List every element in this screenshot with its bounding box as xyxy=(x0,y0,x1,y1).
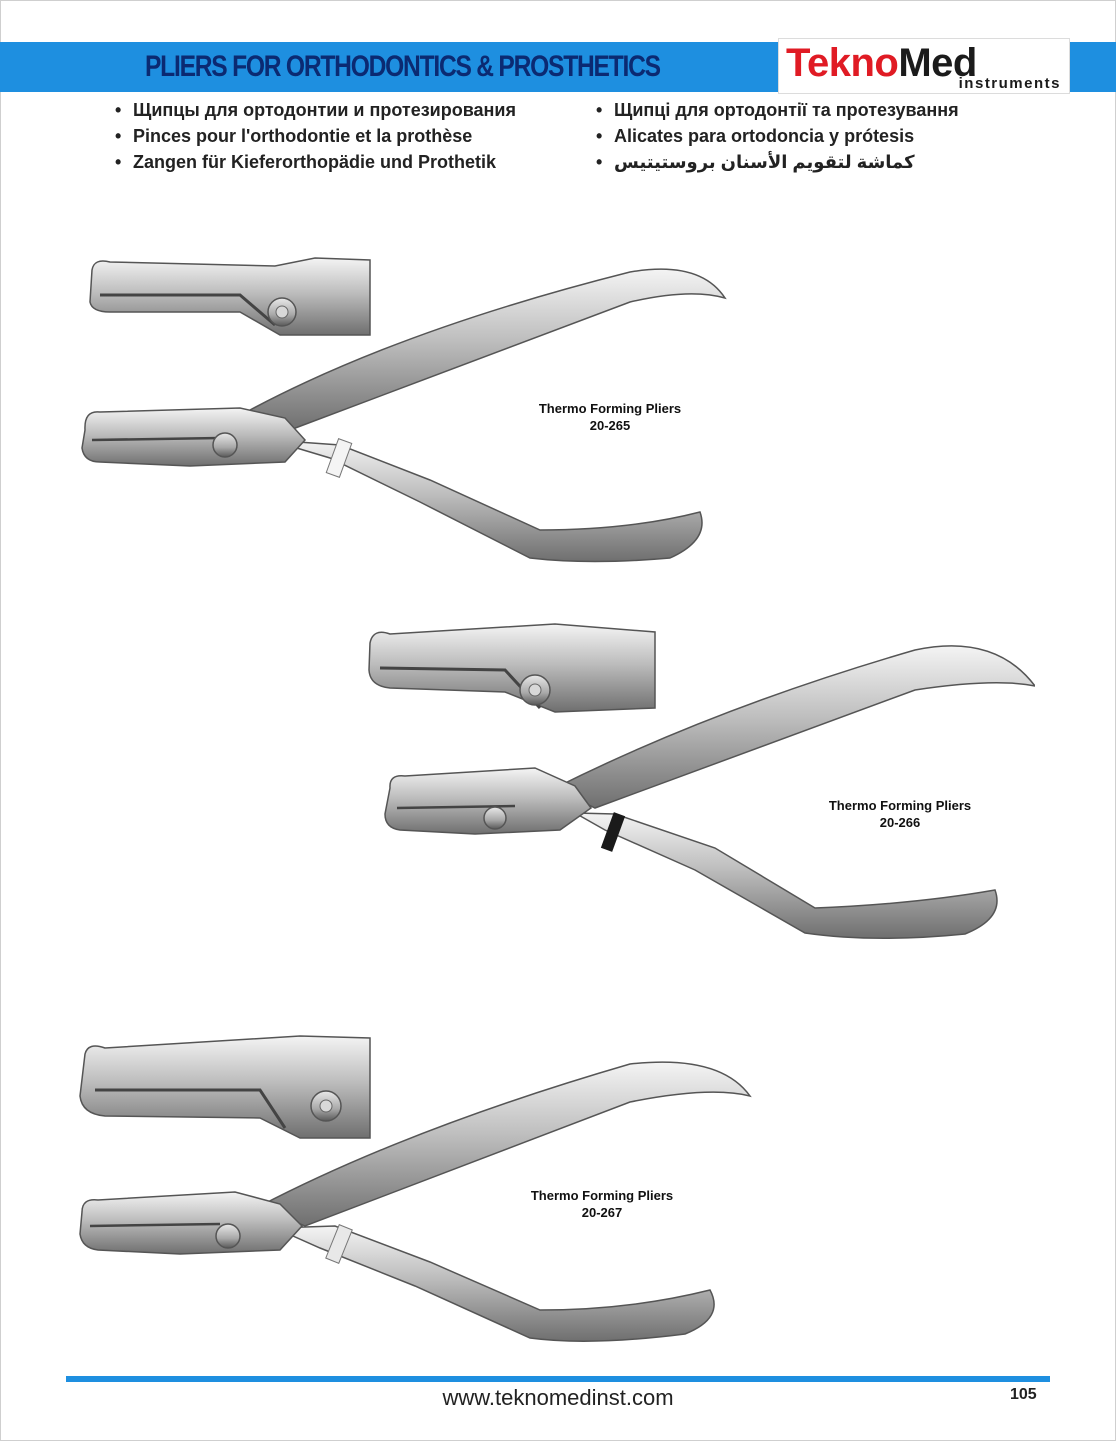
language-item: • Щипцы для ортодонтии и протезирования xyxy=(115,100,517,120)
language-text: كماشة لتقويم الأسنان بروستيتيس xyxy=(614,152,915,172)
language-item: • Щипці для ортодонтії та протезування xyxy=(596,100,959,120)
product-code: 20-265 xyxy=(589,418,631,433)
language-list-left xyxy=(115,97,516,175)
language-text: Alicates para ortodoncia y prótesis xyxy=(614,126,915,146)
product-name: Thermo Forming Pliers xyxy=(530,1188,674,1203)
logo-wordmark xyxy=(786,41,977,85)
pliers-image-20-266 xyxy=(355,608,1035,948)
language-item: • Alicates para ortodoncia y prótesis xyxy=(596,126,915,146)
page-number: 105 xyxy=(1010,1386,1037,1403)
language-item: • Pinces pour l'orthodontie et la prothèse xyxy=(115,126,473,146)
footer-rule xyxy=(66,1376,1050,1382)
logo-word-dark: Med xyxy=(898,41,977,85)
product-code: 20-267 xyxy=(581,1205,623,1220)
logo-word-red: Tekno xyxy=(786,41,899,85)
page-title: PLIERS FOR ORTHODONTICS & PROSTHETICS xyxy=(145,50,660,83)
jaw-detail-image xyxy=(75,1033,373,1145)
brand-logo xyxy=(778,38,1070,94)
jaw-detail-image xyxy=(365,618,657,726)
language-text: Щипці для ортодонтії та протезування xyxy=(614,100,959,120)
language-text: Zangen für Kieferorthopädie und Prothetik xyxy=(133,152,497,172)
language-item: • كماشة لتقويم الأسنان بروستيتيس xyxy=(596,152,915,172)
product-caption xyxy=(800,797,1000,831)
product-name: Thermo Forming Pliers xyxy=(828,798,972,813)
product-code: 20-266 xyxy=(879,815,921,830)
language-text: Щипцы для ортодонтии и протезирования xyxy=(133,100,517,120)
language-item: • Zangen für Kieferorthopädie und Prothetik xyxy=(115,152,497,172)
product-name: Thermo Forming Pliers xyxy=(538,401,682,416)
jaw-detail-image xyxy=(80,250,375,350)
website-url: www.teknomedinst.com xyxy=(442,1385,674,1410)
language-list-right xyxy=(596,97,959,175)
language-text: Pinces pour l'orthodontie et la prothèse xyxy=(133,126,473,146)
product-caption xyxy=(502,1187,702,1221)
logo-subtitle: instruments xyxy=(958,75,1061,92)
product-caption xyxy=(510,400,710,434)
